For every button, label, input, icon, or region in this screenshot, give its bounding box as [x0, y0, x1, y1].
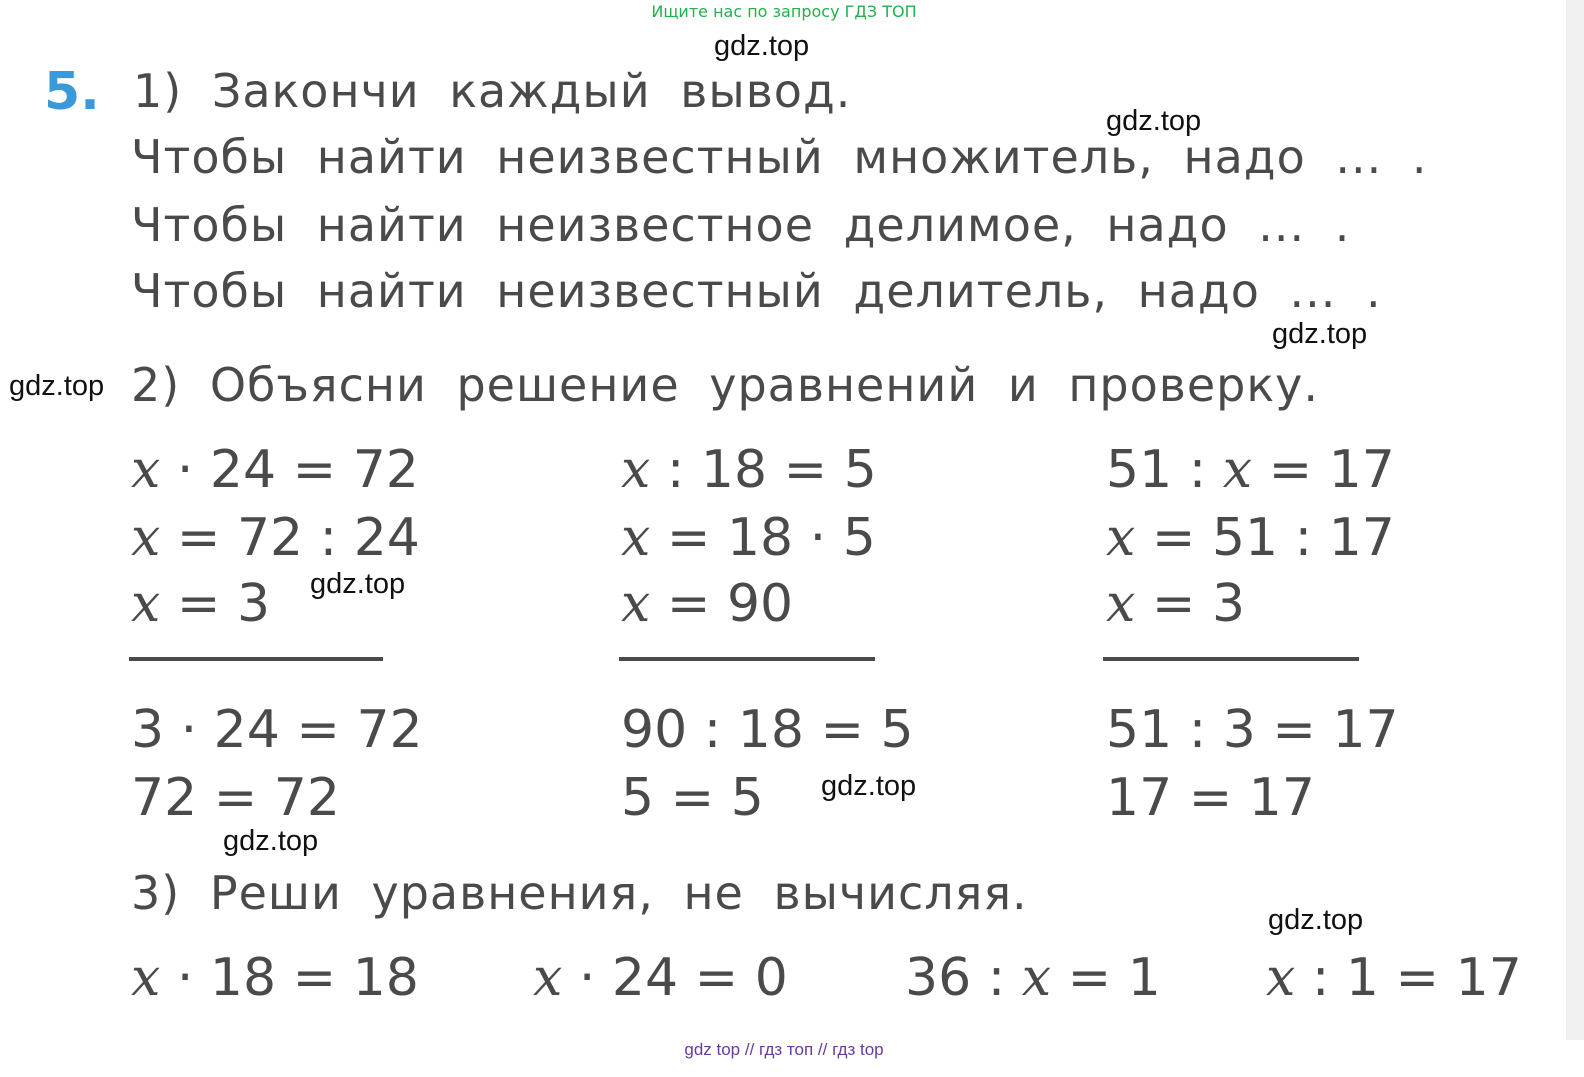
- page-edge-shadow: [1566, 0, 1584, 1040]
- check-equation: 3 · 24 = 72: [131, 700, 423, 760]
- equation: [131, 508, 420, 568]
- footer-link[interactable]: гдз топ: [759, 1040, 814, 1059]
- watermark: gdz.top: [714, 30, 810, 62]
- equation: [131, 948, 419, 1008]
- part1-title: 1) Закончи каждый вывод.: [133, 64, 852, 118]
- variable: x: [621, 574, 651, 634]
- variable: x: [621, 440, 651, 500]
- footer-link[interactable]: гдз top: [832, 1040, 884, 1059]
- equation-rest: = 3: [1151, 574, 1246, 634]
- equation: [621, 440, 877, 500]
- part1-line-multiplier: Чтобы найти неизвестный множитель, надо ... .: [131, 130, 1428, 184]
- watermark: gdz.top: [1272, 318, 1368, 350]
- variable: x: [1021, 948, 1052, 1008]
- exercise-number: 5.: [44, 62, 100, 122]
- equation-prefix: 36 :: [905, 948, 1006, 1008]
- equation: [1106, 508, 1395, 568]
- equation-rest: = 18 · 5: [666, 508, 876, 568]
- equation: [1266, 948, 1522, 1008]
- equation-rest: = 51 : 17: [1151, 508, 1395, 568]
- variable: x: [1106, 508, 1136, 568]
- divider-line: [129, 657, 383, 661]
- equation-rest: · 18 = 18: [176, 948, 419, 1008]
- equation: [621, 508, 876, 568]
- check-equation: 72 = 72: [131, 768, 340, 828]
- check-equation: 17 = 17: [1106, 768, 1315, 828]
- variable: x: [621, 508, 651, 568]
- equation: [1106, 440, 1395, 500]
- watermark: gdz.top: [9, 370, 105, 402]
- equation: [533, 948, 788, 1008]
- equation-rest: = 1: [1067, 948, 1161, 1008]
- watermark: gdz.top: [1106, 105, 1202, 137]
- footer-link[interactable]: gdz top: [684, 1040, 741, 1059]
- equation-rest: = 90: [666, 574, 794, 634]
- equation-rest: · 24 = 72: [176, 440, 419, 500]
- part1-line-divisor: Чтобы найти неизвестный делитель, надо ... .: [131, 264, 1382, 318]
- equation-rest: · 24 = 0: [578, 948, 788, 1008]
- equation-rest: = 17: [1268, 440, 1395, 500]
- footer-separator: //: [744, 1040, 755, 1059]
- variable: x: [131, 508, 161, 568]
- variable: x: [1106, 574, 1136, 634]
- equation-prefix: 51 :: [1106, 440, 1207, 500]
- watermark: gdz.top: [821, 770, 917, 802]
- equation-rest: : 18 = 5: [666, 440, 877, 500]
- divider-line: [1103, 657, 1359, 661]
- equation: [131, 440, 419, 500]
- check-equation: 51 : 3 = 17: [1106, 700, 1399, 760]
- part2-title: 2) Объясни решение уравнений и проверку.: [131, 358, 1320, 412]
- equation: [905, 948, 1161, 1008]
- variable: x: [131, 574, 161, 634]
- search-banner[interactable]: Ищите нас по запросу ГДЗ ТОП: [651, 2, 917, 21]
- check-equation: 5 = 5: [621, 768, 764, 828]
- watermark: gdz.top: [1268, 904, 1364, 936]
- variable: x: [1266, 948, 1296, 1008]
- variable: x: [1222, 440, 1253, 500]
- variable: x: [131, 948, 161, 1008]
- part1-line-dividend: Чтобы найти неизвестное делимое, надо ... .: [131, 198, 1351, 252]
- equation: [1106, 574, 1245, 634]
- watermark: gdz.top: [223, 825, 319, 857]
- equation-rest: = 3: [176, 574, 271, 634]
- divider-line: [619, 657, 875, 661]
- watermark: gdz.top: [310, 568, 406, 600]
- check-equation: 90 : 18 = 5: [621, 700, 914, 760]
- equation: [131, 574, 270, 634]
- variable: x: [533, 948, 563, 1008]
- variable: x: [131, 440, 161, 500]
- equation: [621, 574, 793, 634]
- equation-rest: : 1 = 17: [1311, 948, 1522, 1008]
- footer-links: [0, 1040, 1568, 1060]
- equation-rest: = 72 : 24: [176, 508, 420, 568]
- footer-separator: //: [817, 1040, 828, 1059]
- part3-title: 3) Реши уравнения, не вычисляя.: [131, 866, 1028, 920]
